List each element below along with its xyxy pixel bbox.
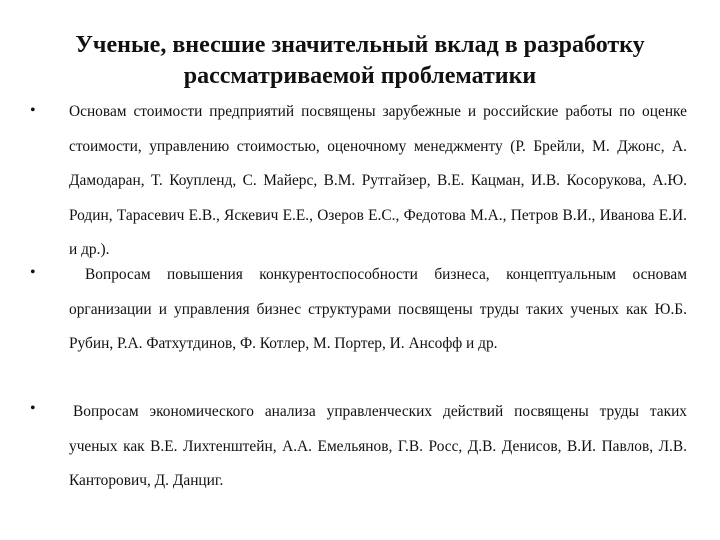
bullet-marker: • <box>30 102 36 119</box>
slide-title: Ученые, внесшие значительный вклад в разработку рассматриваемой проблематики <box>75 32 645 89</box>
bullet-paragraph-competitiveness: Вопросам повышения конкурентоспособности бизнеса, концептуальным основам организации и управления бизнес структурами посвящены труды таких ученых как Ю.Б. Рубин, Р.А. Фатхутдинов, Ф. Котлер, М. Портер, И. Ансофф и др. <box>69 266 687 352</box>
bullet-marker: • <box>30 264 36 281</box>
bullet-paragraph-economic-analysis: Вопросам экономического анализа управленческих действий посвящены труды таких ученых как В.Е. Лихтенштейн, А.А. Емельянов, Г.В. Росс, Д.В. Денисов, В.И. Павлов, Л.В. Канторович, Д. Данциг. <box>69 403 687 489</box>
bullet-paragraph-valuation: Основам стоимости предприятий посвящены зарубежные и российские работы по оценке стоимости, управлению стоимостью, оценочному менеджменту (Р. Брейли, М. Джонс, А. Дамодаран, Т. Коупленд, С. Майерс, В.М. Рутгайзер, В.Е. Кацман, И.В. Косорукова, А.Ю. Родин, Тарасевич Е.В., Яскевич Е.Е., Озеров Е.С., Федотова М.А., Петров В.И., Иванова Е.И. и др.). <box>69 103 687 258</box>
bullet-marker: • <box>30 400 36 417</box>
